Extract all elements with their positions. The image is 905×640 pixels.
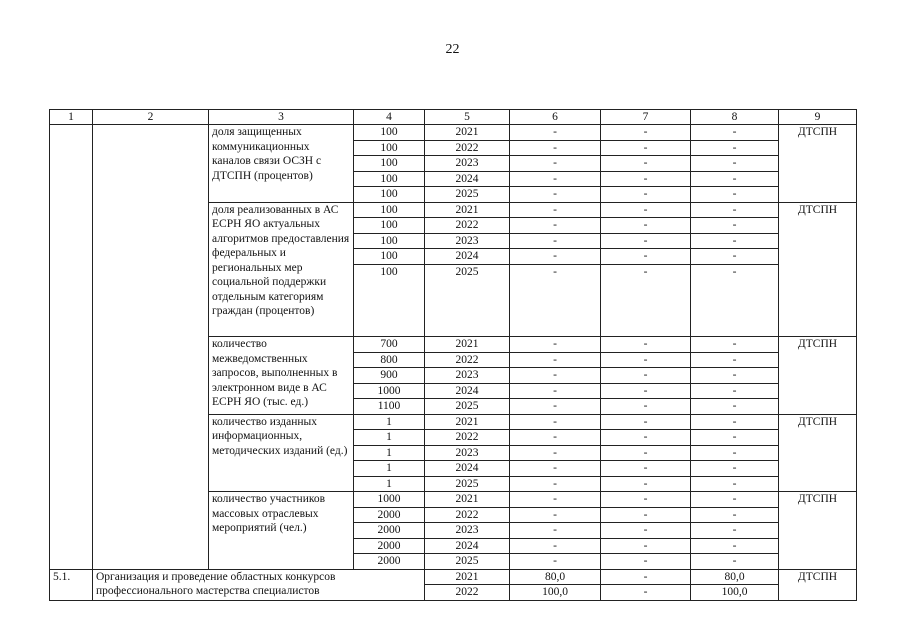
funding-cell: - — [691, 399, 779, 415]
column-header: 2 — [93, 110, 209, 125]
funding-cell: - — [691, 554, 779, 570]
indicator-value: 900 — [354, 368, 425, 384]
funding-cell: - — [510, 538, 601, 554]
indicator-value: 800 — [354, 352, 425, 368]
year-cell: 2022 — [425, 430, 510, 446]
funding-cell: - — [510, 507, 601, 523]
funding-cell: - — [510, 337, 601, 353]
funding-cell: - — [601, 492, 691, 508]
funding-cell: - — [510, 233, 601, 249]
indicator-value: 100 — [354, 156, 425, 172]
column-header: 6 — [510, 110, 601, 125]
funding-cell: - — [510, 461, 601, 477]
funding-cell: - — [510, 399, 601, 415]
indicator-value: 100 — [354, 187, 425, 203]
funding-cell: - — [510, 383, 601, 399]
column-header: 9 — [779, 110, 857, 125]
executor-cell: ДТСПН — [779, 414, 857, 492]
funding-cell: - — [601, 414, 691, 430]
funding-cell: 80,0 — [691, 569, 779, 585]
funding-cell: - — [691, 156, 779, 172]
page-number: 22 — [445, 42, 460, 57]
indicator-value: 2000 — [354, 507, 425, 523]
funding-cell: - — [691, 337, 779, 353]
executor-cell: ДТСПН — [779, 337, 857, 415]
indicator-value: 1 — [354, 461, 425, 477]
funding-cell: - — [601, 383, 691, 399]
funding-cell: - — [510, 264, 601, 337]
indicator-value: 1 — [354, 414, 425, 430]
funding-cell: - — [601, 156, 691, 172]
year-cell: 2025 — [425, 264, 510, 337]
row-number-cell — [50, 125, 93, 570]
funding-cell: - — [601, 554, 691, 570]
funding-cell: - — [691, 125, 779, 141]
year-cell: 2022 — [425, 507, 510, 523]
funding-cell: - — [691, 414, 779, 430]
year-cell: 2021 — [425, 414, 510, 430]
funding-cell: - — [691, 492, 779, 508]
year-cell: 2024 — [425, 461, 510, 477]
indicator-value: 2000 — [354, 523, 425, 539]
year-cell: 2023 — [425, 233, 510, 249]
funding-cell: - — [510, 156, 601, 172]
indicator-value: 1 — [354, 430, 425, 446]
executor-cell: ДТСПН — [779, 569, 857, 600]
funding-cell: - — [601, 249, 691, 265]
funding-cell: - — [510, 445, 601, 461]
funding-cell: - — [601, 538, 691, 554]
indicator-value: 100 — [354, 233, 425, 249]
funding-cell: - — [601, 218, 691, 234]
section-row — [50, 569, 857, 585]
funding-cell: - — [601, 368, 691, 384]
funding-cell: - — [510, 352, 601, 368]
funding-cell: - — [510, 414, 601, 430]
funding-cell: - — [691, 383, 779, 399]
funding-cell: - — [601, 585, 691, 601]
funding-cell: - — [510, 187, 601, 203]
funding-cell: - — [691, 461, 779, 477]
funding-cell: - — [601, 264, 691, 337]
year-cell: 2024 — [425, 171, 510, 187]
indicator-name: количество межведомственных запросов, выполненных в электронном виде в АС ЕСРН ЯО (тыс. ед.) — [209, 337, 354, 415]
funding-cell: - — [510, 249, 601, 265]
indicator-value: 1000 — [354, 383, 425, 399]
year-cell: 2024 — [425, 538, 510, 554]
indicator-value: 1 — [354, 445, 425, 461]
funding-cell: - — [510, 430, 601, 446]
year-cell: 2024 — [425, 249, 510, 265]
funding-cell: - — [601, 507, 691, 523]
funding-cell: - — [510, 368, 601, 384]
funding-cell: - — [601, 233, 691, 249]
year-cell: 2023 — [425, 368, 510, 384]
funding-cell: - — [601, 337, 691, 353]
indicator-name: доля реализованных в АС ЕСРН ЯО актуальных алгоритмов предоставления федеральных и региональных мер социальной поддержки отдельным категориям граждан (процентов) — [209, 202, 354, 337]
funding-cell: - — [691, 368, 779, 384]
funding-cell: - — [601, 523, 691, 539]
indicator-value: 100 — [354, 140, 425, 156]
year-cell: 2025 — [425, 554, 510, 570]
year-cell: 2025 — [425, 187, 510, 203]
column-header: 3 — [209, 110, 354, 125]
column-header: 5 — [425, 110, 510, 125]
section-number: 5.1. — [50, 569, 93, 600]
indicator-value: 100 — [354, 202, 425, 218]
year-cell: 2021 — [425, 125, 510, 141]
funding-cell: - — [601, 187, 691, 203]
indicator-name: количество участников массовых отраслевых мероприятий (чел.) — [209, 492, 354, 570]
column-header: 4 — [354, 110, 425, 125]
column-number-row — [50, 110, 857, 125]
funding-cell: - — [691, 538, 779, 554]
funding-cell: - — [510, 202, 601, 218]
funding-cell: - — [691, 233, 779, 249]
indicator-value: 100 — [354, 218, 425, 234]
funding-cell: 80,0 — [510, 569, 601, 585]
funding-cell: - — [510, 492, 601, 508]
funding-cell: - — [691, 430, 779, 446]
indicator-value: 100 — [354, 171, 425, 187]
section-title: Организация и проведение областных конкурсов профессионального мастерства специалистов — [93, 569, 425, 600]
funding-cell: - — [601, 476, 691, 492]
funding-cell: - — [510, 140, 601, 156]
funding-cell: - — [691, 445, 779, 461]
indicator-value: 100 — [354, 249, 425, 265]
year-cell: 2021 — [425, 492, 510, 508]
funding-cell: - — [601, 445, 691, 461]
funding-cell: - — [691, 171, 779, 187]
table-body — [50, 125, 857, 601]
funding-cell: 100,0 — [691, 585, 779, 601]
executor-cell: ДТСПН — [779, 125, 857, 203]
year-cell: 2025 — [425, 476, 510, 492]
year-cell: 2021 — [425, 569, 510, 585]
column-header: 7 — [601, 110, 691, 125]
funding-cell: - — [601, 171, 691, 187]
funding-cell: - — [601, 125, 691, 141]
year-cell: 2023 — [425, 445, 510, 461]
funding-cell: - — [601, 140, 691, 156]
column-header: 1 — [50, 110, 93, 125]
indicator-name: количество изданных информационных, методических изданий (ед.) — [209, 414, 354, 492]
funding-cell: - — [601, 461, 691, 477]
funding-cell: - — [510, 523, 601, 539]
year-cell: 2025 — [425, 399, 510, 415]
year-cell: 2022 — [425, 352, 510, 368]
funding-cell: - — [510, 171, 601, 187]
funding-cell: - — [510, 554, 601, 570]
year-cell: 2023 — [425, 523, 510, 539]
funding-cell: - — [691, 218, 779, 234]
indicator-value: 100 — [354, 125, 425, 141]
indicator-value: 2000 — [354, 554, 425, 570]
funding-cell: - — [601, 202, 691, 218]
year-cell: 2021 — [425, 202, 510, 218]
indicator-value: 1000 — [354, 492, 425, 508]
funding-cell: - — [691, 476, 779, 492]
indicator-value: 2000 — [354, 538, 425, 554]
year-cell: 2022 — [425, 585, 510, 601]
column-header: 8 — [691, 110, 779, 125]
year-cell: 2022 — [425, 140, 510, 156]
funding-cell: 100,0 — [510, 585, 601, 601]
indicator-name: доля защищенных коммуникационных каналов связи ОСЗН с ДТСПН (процентов) — [209, 125, 354, 203]
indicator-value: 1 — [354, 476, 425, 492]
indicator-value: 1100 — [354, 399, 425, 415]
indicator-value: 700 — [354, 337, 425, 353]
funding-cell: - — [691, 187, 779, 203]
funding-cell: - — [601, 352, 691, 368]
year-cell: 2022 — [425, 218, 510, 234]
activity-cell — [93, 125, 209, 570]
funding-cell: - — [510, 125, 601, 141]
year-cell: 2023 — [425, 156, 510, 172]
funding-cell: - — [691, 249, 779, 265]
funding-cell: - — [510, 476, 601, 492]
funding-cell: - — [601, 399, 691, 415]
year-cell: 2024 — [425, 383, 510, 399]
funding-cell: - — [601, 569, 691, 585]
executor-cell: ДТСПН — [779, 492, 857, 570]
funding-cell: - — [691, 202, 779, 218]
funding-cell: - — [601, 430, 691, 446]
program-table — [49, 109, 857, 601]
funding-cell: - — [691, 352, 779, 368]
executor-cell: ДТСПН — [779, 202, 857, 337]
funding-cell: - — [691, 523, 779, 539]
funding-cell: - — [691, 507, 779, 523]
table-row — [50, 125, 857, 141]
funding-cell: - — [510, 218, 601, 234]
year-cell: 2021 — [425, 337, 510, 353]
funding-cell: - — [691, 140, 779, 156]
funding-cell: - — [691, 264, 779, 337]
indicator-value: 100 — [354, 264, 425, 337]
